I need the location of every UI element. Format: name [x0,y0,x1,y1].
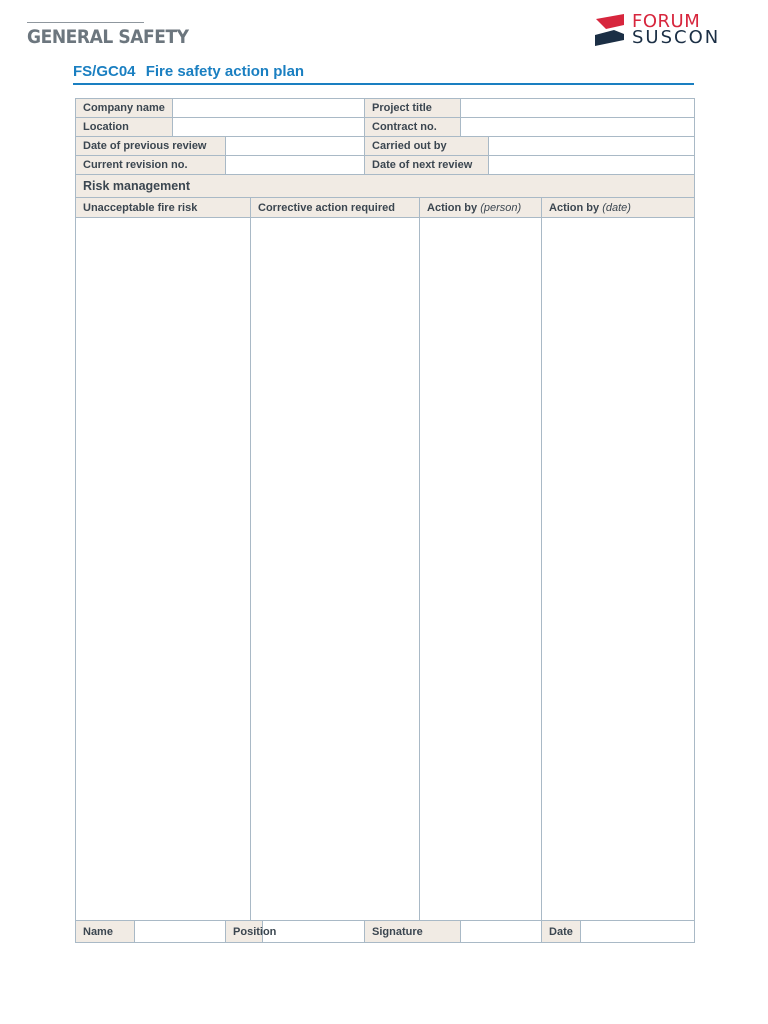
risk-entry-row [76,218,695,921]
suscon-mark-icon [592,13,628,47]
signature-field[interactable] [461,921,542,943]
date-label: Date [542,921,581,943]
name-label: Name [76,921,135,943]
date-previous-review-label: Date of previous review [76,137,226,156]
document-title: Fire safety action plan [145,63,305,80]
current-revision-label: Current revision no. [76,156,226,175]
name-field[interactable] [135,921,226,943]
location-label: Location [76,118,173,137]
form-row [76,137,695,156]
project-title-field[interactable] [461,99,695,118]
form-row [76,118,695,137]
date-next-review-label: Date of next review [365,156,489,175]
date-next-review-field[interactable] [489,156,695,175]
forum-suscon-logo [592,11,721,50]
corrective-action-area[interactable] [251,218,420,921]
action-by-person-area[interactable] [420,218,542,921]
risk-management-heading: Risk management [76,175,695,198]
current-revision-field[interactable] [226,156,365,175]
page-title [73,63,694,85]
contract-no-label: Contract no. [365,118,461,137]
general-safety-logo-text: GENERAL SAFETY [27,26,189,48]
signoff-row [76,921,695,943]
position-label: Position [226,921,263,943]
date-field[interactable] [581,921,695,943]
column-header-unacceptable-fire-risk: Unacceptable fire risk [76,198,251,218]
action-by-date-area[interactable] [542,218,695,921]
risk-header-row [76,198,695,218]
form-row [76,99,695,118]
logo-rule [27,22,144,23]
company-name-field[interactable] [173,99,365,118]
date-previous-review-field[interactable] [226,137,365,156]
risk-section-row [76,175,695,198]
signature-label: Signature [365,921,461,943]
column-header-action-by-person: Action by (person) [420,198,542,218]
contract-no-field[interactable] [461,118,695,137]
company-name-label: Company name [76,99,173,118]
column-header-action-by-date: Action by (date) [542,198,695,218]
general-safety-logo [27,22,189,48]
column-header-corrective-action: Corrective action required [251,198,420,218]
form-row [76,156,695,175]
carried-out-by-field[interactable] [489,137,695,156]
unacceptable-fire-risk-area[interactable] [76,218,251,921]
forum-logo-text: FORUM [632,11,701,32]
location-field[interactable] [173,118,365,137]
fire-safety-form [75,98,695,943]
project-title-label: Project title [365,99,461,118]
document-code: FS/GC04 [73,63,136,80]
position-field[interactable] [263,921,365,943]
suscon-logo-text: SUSCON [632,27,721,48]
carried-out-by-label: Carried out by [365,137,489,156]
